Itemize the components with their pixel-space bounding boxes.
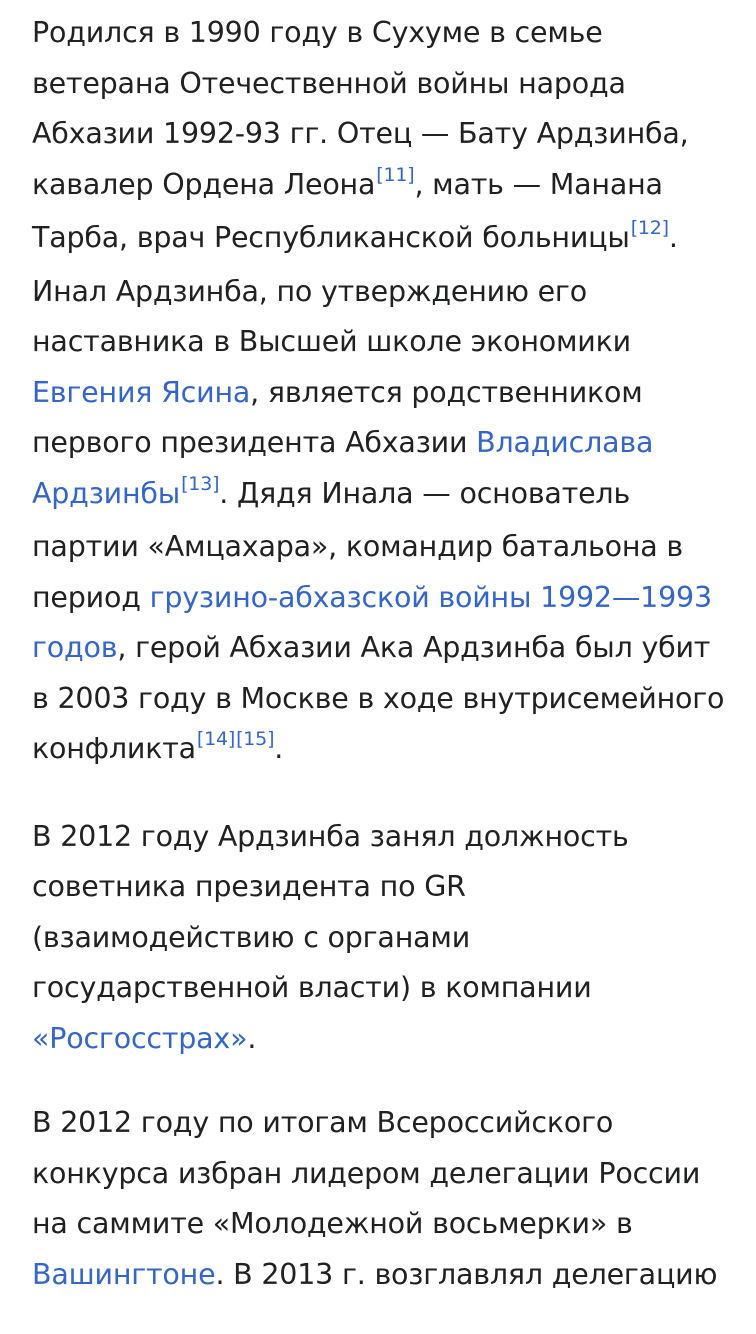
text-run: . (274, 732, 284, 765)
text-run: в 2003 году в Москве в ходе внутрисемейного (32, 681, 725, 715)
text-line (32, 213, 732, 267)
text-line (32, 623, 732, 674)
text-line (32, 913, 732, 964)
citation-ref[interactable]: [12] (630, 217, 669, 239)
article-paragraph (32, 1098, 732, 1300)
text-line (32, 267, 732, 318)
text-line (32, 674, 732, 725)
citation-ref[interactable]: [15] (236, 728, 275, 750)
article-link[interactable]: Вашингтоне (32, 1257, 216, 1291)
text-line (32, 418, 732, 469)
text-line (32, 317, 732, 368)
text-line (32, 59, 732, 110)
text-line (32, 1199, 732, 1250)
text-line (32, 522, 732, 573)
article-link[interactable]: Евгения Ясина (32, 375, 251, 409)
article-body (32, 8, 732, 1334)
text-run: Родился в 1990 году в Сухуме в семье (32, 16, 603, 49)
article-link[interactable]: Владислава (476, 426, 654, 459)
text-run: конкурса избран лидером делегации России (32, 1156, 701, 1190)
citation-ref[interactable]: [11] (376, 163, 415, 186)
article-link[interactable]: Ардзинбы (32, 476, 181, 510)
text-run: Абхазии 1992-93 гг. Отец — Бату Ардзинба, (32, 117, 689, 150)
text-line (32, 1250, 732, 1301)
text-run: . (668, 221, 678, 254)
text-run: . Дядя Инала — основатель (219, 476, 631, 510)
text-line (32, 812, 732, 863)
text-run: . (247, 1021, 257, 1055)
text-run: , герой Абхазии Ака Ардзинба был убит (117, 631, 711, 664)
text-run: (взаимодействию с органами (32, 920, 471, 954)
text-line (32, 160, 732, 214)
text-run: Тарба, врач Республиканской больницы (32, 221, 630, 254)
text-line (32, 573, 732, 624)
text-line (32, 1098, 732, 1149)
text-line (32, 1014, 732, 1065)
text-line (32, 469, 732, 523)
citation-ref[interactable]: [13] (181, 472, 220, 495)
text-line (32, 109, 732, 160)
text-run: Инал Ардзинба, по утверждению его (32, 274, 587, 308)
text-line (32, 963, 732, 1014)
article-link[interactable]: годов (32, 631, 118, 664)
text-run: на саммите «Молодежной восьмерки» в (32, 1207, 633, 1240)
text-run: . В 2013 г. возглавлял делегацию (215, 1257, 718, 1291)
article-paragraph (32, 812, 732, 1065)
text-run: , является родственником (250, 375, 643, 409)
text-line (32, 862, 732, 913)
text-line (32, 368, 732, 419)
text-run: кавалер Ордена Леона (32, 167, 376, 201)
text-line (32, 1149, 732, 1200)
text-line (32, 8, 732, 59)
article-link[interactable]: «Росгосстрах» (32, 1021, 248, 1055)
text-run: В 2012 году Ардзинба занял должность (32, 819, 629, 853)
text-run: конфликта (32, 732, 196, 765)
text-run: период (32, 580, 150, 614)
text-run: ветерана Отечественной войны народа (32, 66, 626, 100)
text-line (32, 724, 732, 778)
text-run: партии «Амцахара», командир батальона в (32, 530, 683, 563)
text-run: В 2012 году по итогам Всероссийского (32, 1106, 614, 1139)
text-run: первого президента Абхазии (32, 426, 477, 459)
text-run: государственной власти) в компании (32, 971, 592, 1004)
text-run: советника президента по GR (32, 870, 466, 903)
text-run: наставника в Высшей школе экономики (32, 325, 631, 358)
article-paragraph (32, 8, 732, 778)
text-run: , мать — Манана (414, 167, 663, 201)
citation-ref[interactable]: [14] (196, 728, 236, 750)
article-link[interactable]: грузино-абхазской войны 1992—1993 (149, 580, 712, 614)
